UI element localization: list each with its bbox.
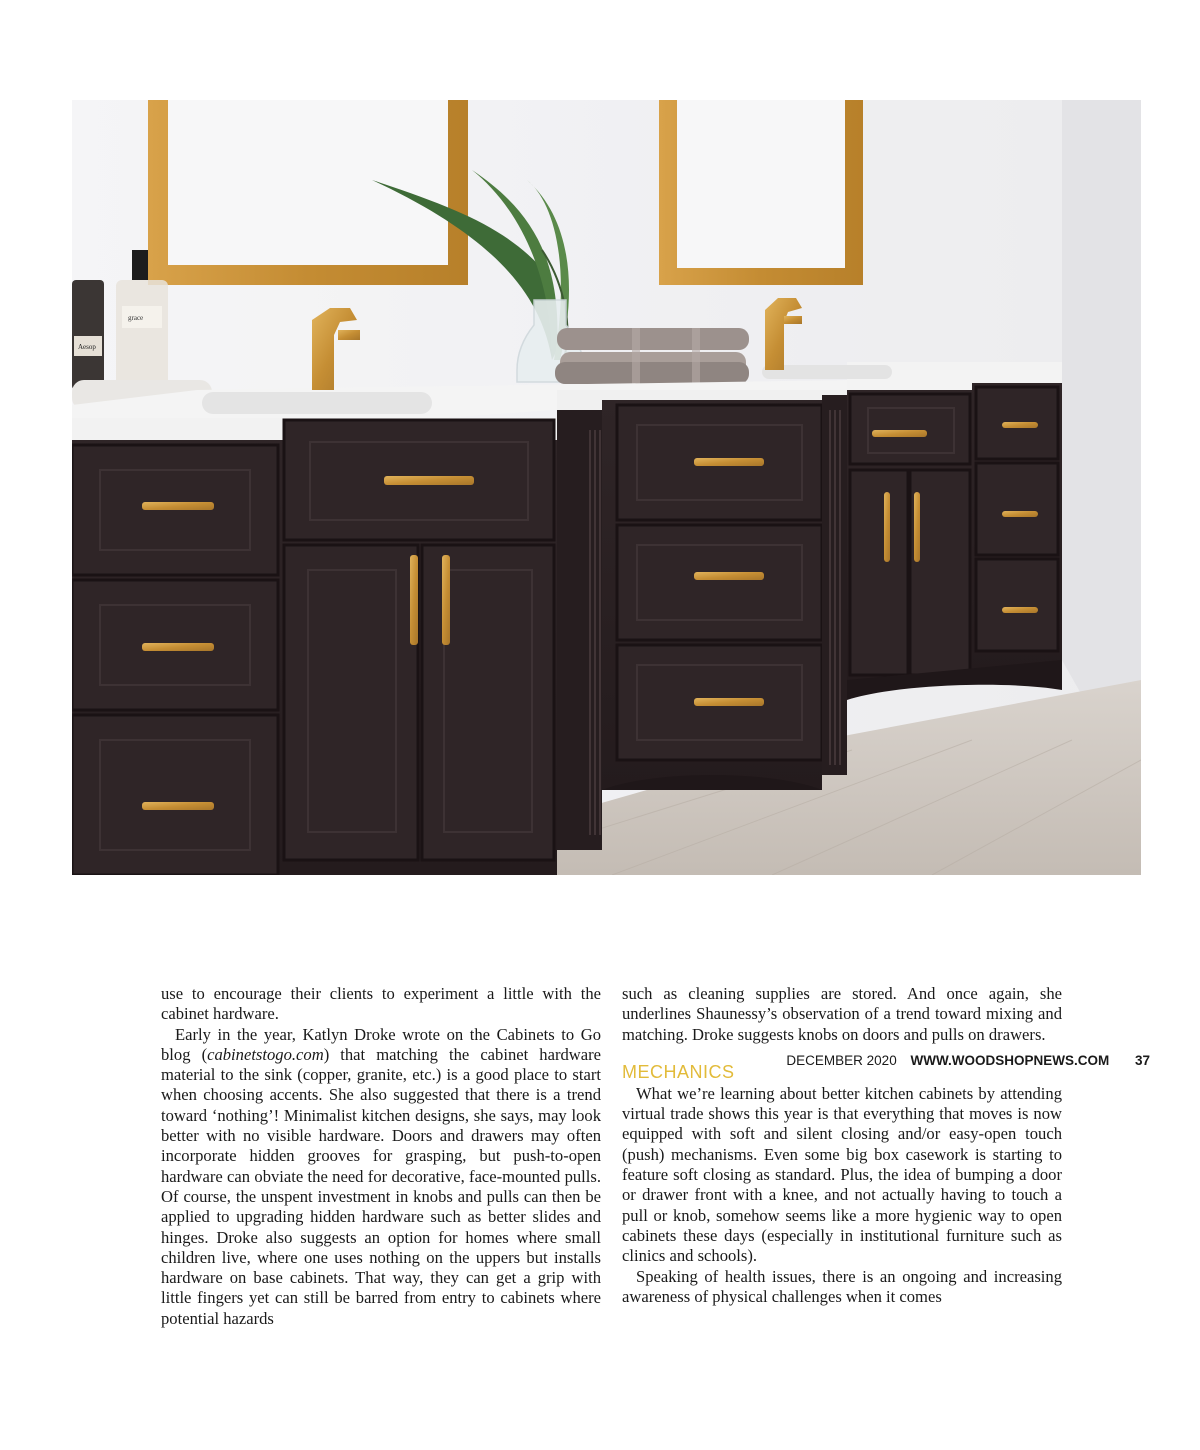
blog-url: cabinetstogo.com	[207, 1044, 324, 1064]
article-paragraph: What we’re learning about better kitchen cabinets by attending virtual trade shows this year is that everything that moves is now equipped with soft and silent closing and/​or easy-open touch (push) mechanisms. Even some big box casework is starting to feature soft closing as standard. Plus, the idea of bumping a door or drawer front with a knee, and not actually having to touch a pull or knob, somehow seems like a more hygienic way to open cabinets these days (especially in institutional furniture such as clinics and schools).	[622, 1083, 1062, 1266]
page-footer	[786, 1053, 1150, 1068]
section-heading-mechanics: MECHANICS	[622, 1061, 735, 1082]
website-url: WWW.WOODSHOPNEWS.COM	[910, 1053, 1110, 1068]
article-paragraph: Early in the year, Katlyn Droke wrote on the Cabinets to Go blog (cabinetstogo.com) that matching the cabinet hardware material to the sink (copper, granite, etc.) is a good place to start when choosing accents. She also suggested that there is a trend toward ‘nothing’! Minimalist kitchen designs, she says, may look better with no visible hardware. Doors and drawers may often incorporate hidden grooves for grasping, but push-to-open hardware can obviate the need for decorative, face-mounted pulls. Of course, the unspent investment in knobs and pulls can then be applied to upgrading hidden hardware such as better slides and hinges. Droke also suggests an option for homes where small children live, where one uses nothing on the uppers but installs hardware on base cabinets. That way, they can get a grip with little fingers yet can still be barred from entry to cabinets where potential hazards	[161, 1024, 602, 1328]
paragraph-text: Early in the year, Katlyn Droke wrote on the Cabinets to Go blog	[161, 1024, 601, 1064]
page-number: 37	[1134, 1053, 1150, 1068]
article-column-right	[622, 984, 1062, 1307]
article-paragraph: Speaking of health issues, there is an ongoing and increasing awareness of physical challenges when it comes	[622, 1266, 1062, 1306]
grace-label: grace	[128, 314, 144, 322]
issue-date: DECEMBER 2020	[786, 1053, 897, 1068]
article-paragraph: such as cleaning supplies are stored. And once again, she underlines Shaunessy’s observation of a trend toward mixing and matching. Droke suggests knobs on doors and pulls on drawers.	[622, 984, 1062, 1044]
aesop-label: Aesop	[78, 343, 96, 351]
bathroom-vanity-photo	[72, 100, 1141, 875]
article-paragraph: use to encourage their clients to experiment a little with the cabinet hardware.	[161, 984, 601, 1024]
article-column-left	[161, 984, 601, 1329]
paragraph-text: ) that matching the cabinet hardware material to the sink (copper, granite, etc.) is a good place to start when choosing accents. She also suggested that there is a trend toward ‘nothing’! Minimalist kitchen designs, she says, may look better with no visible hardware. Doors and drawers may often incorporate hidden grooves for grasping, but push-to-open hardware can obviate the need for decorative, face-mounted pulls. Of course, the unspent investment in knobs and pulls can then be applied to upgrading hidden hardware such as better slides and hinges. Droke also suggests an option for homes where small children live, where one uses nothing on the uppers but installs hardware on base cabinets. That way, they can get a grip with little fingers yet can still be barred from entry to cabinets where potential hazards	[161, 1044, 602, 1328]
